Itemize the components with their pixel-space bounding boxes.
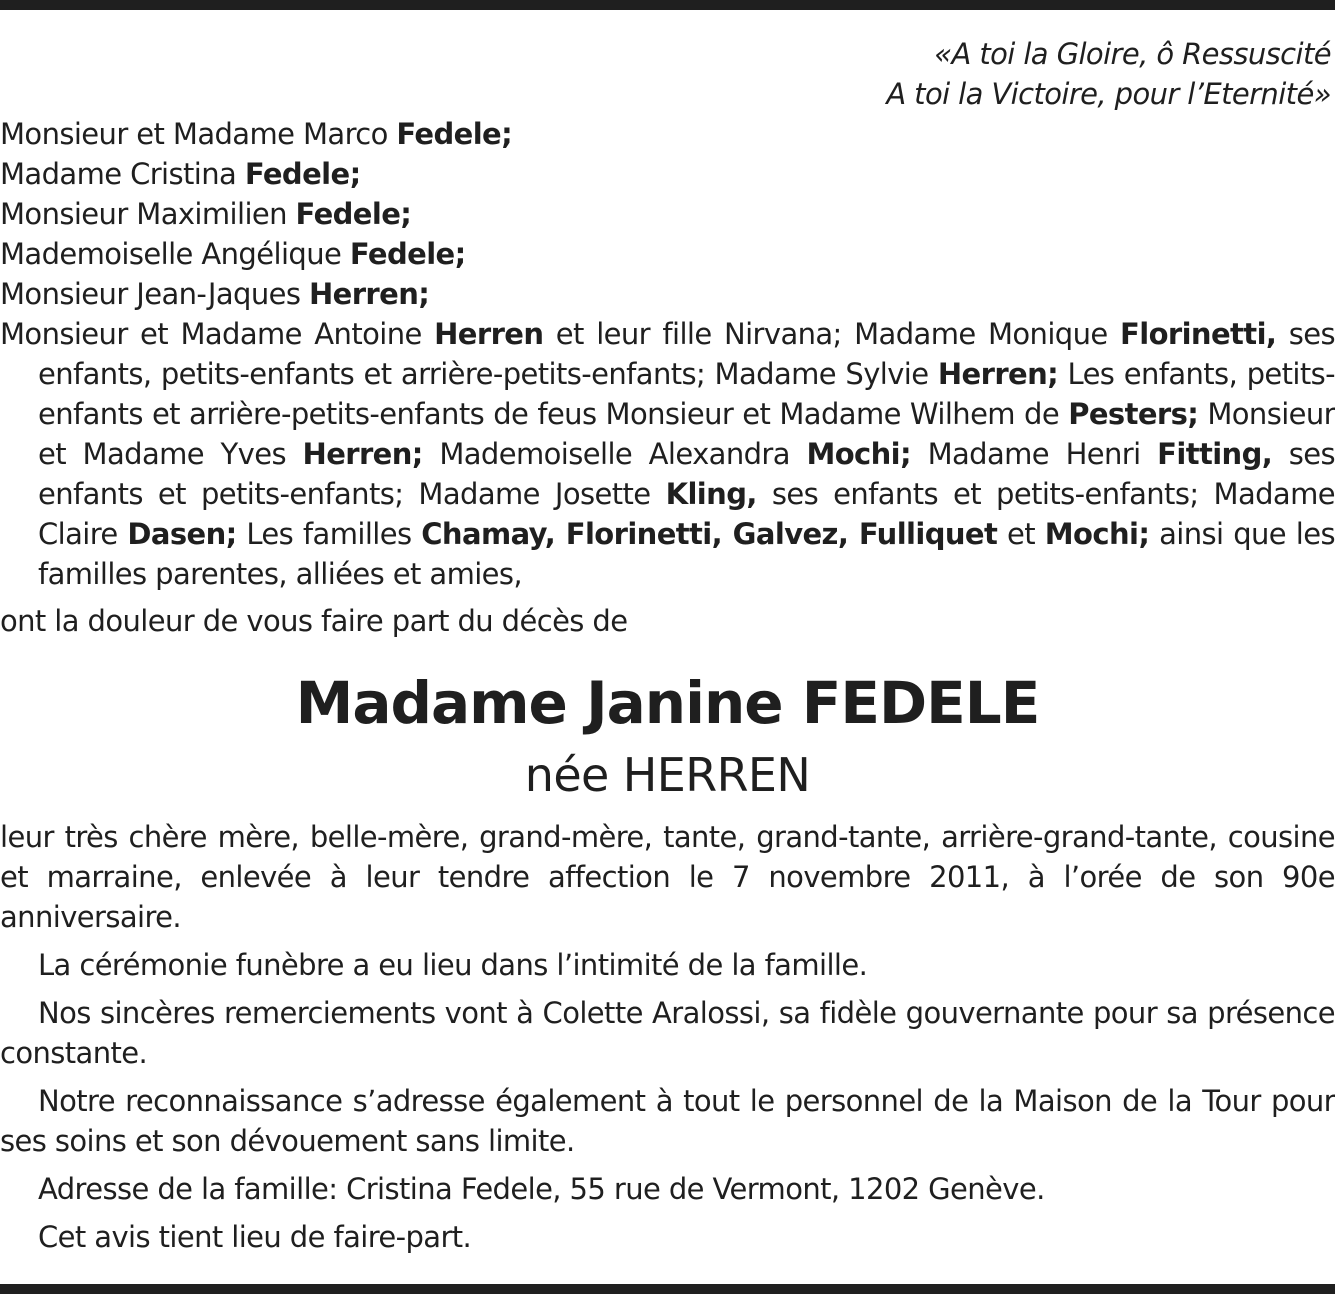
family-text: Madame Henri (911, 437, 1158, 471)
top-border-rule (0, 0, 1335, 10)
family-text: ses enfants, petits-enfants et arrière-petits-enfants; Madame Sylvie (38, 317, 1335, 391)
family-surname: Kling, (665, 477, 757, 511)
obituary-notice (0, 34, 1335, 1257)
family-surname: Herren; (302, 437, 423, 471)
family-text: Monsieur et Madame Antoine (0, 317, 435, 351)
family-line-1 (0, 114, 1335, 154)
family-surname: Chamay, Florinetti, Galvez, Fulliquet (421, 517, 998, 551)
epigraph-line-1: «A toi la Gloire, ô Ressuscité (934, 37, 1331, 71)
family-line-text: Madame Cristina (0, 157, 245, 191)
family-text: ses enfants et petits-enfants; Madame Claire (38, 477, 1335, 551)
family-line-4 (0, 234, 1335, 274)
family-surname: Herren (434, 317, 544, 351)
family-surname: Herren; (308, 277, 430, 311)
relation-paragraph: leur très chère mère, belle-mère, grand-mère, tante, grand-tante, arrière-grand-tante, cousine et marraine, enlevée à leur tendre affection le 7 novembre 2011, à l’orée de son 90e anniversaire. (0, 820, 1335, 934)
maiden-name: née HERREN (524, 748, 811, 802)
family-line-text: Monsieur et Madame Marco (0, 117, 397, 151)
family-surname: Florinetti, (1120, 317, 1277, 351)
thanks-paragraph-2: Notre reconnaissance s’adresse également à tout le personnel de la Maison de la Tour pour ses soins et son dévouement sans limite. (0, 1084, 1335, 1158)
thanks-paragraph-1: Nos sincères remerciements vont à Colette Aralossi, sa fidèle gouvernante pour sa présence constante. (0, 996, 1335, 1070)
family-list (0, 114, 1335, 594)
family-line-3 (0, 194, 1335, 234)
family-surname: Fitting, (1157, 437, 1273, 471)
family-surname: Herren; (937, 357, 1059, 391)
family-address: Adresse de la famille: Cristina Fedele, 55 rue de Vermont, 1202 Genève. (38, 1172, 1045, 1206)
epigraph-line-2: A toi la Victoire, pour l’Eternité» (886, 77, 1331, 111)
family-line-text: Monsieur Maximilien (0, 197, 296, 231)
family-surname: Mochi; (1044, 517, 1150, 551)
closing-note: Cet avis tient lieu de faire-part. (38, 1220, 472, 1254)
family-surname: Pesters; (1068, 397, 1199, 431)
bottom-border-rule (0, 1284, 1335, 1294)
family-surname: Fedele; (295, 197, 412, 231)
family-surname: Fedele; (244, 157, 361, 191)
deceased-name: Madame Janine FEDELE (295, 669, 1040, 737)
family-line-5 (0, 274, 1335, 314)
family-line-text: Monsieur Jean-Jaques (0, 277, 309, 311)
family-surname: Dasen; (127, 517, 237, 551)
family-surname: Fedele; (349, 237, 466, 271)
announcement-line: ont la douleur de vous faire part du décès de (0, 604, 628, 638)
family-text: et leur fille Nirvana; Madame Monique (543, 317, 1121, 351)
family-surname: Mochi; (806, 437, 912, 471)
family-text: Monsieur et Madame Yves (38, 397, 1335, 471)
ceremony-paragraph: La cérémonie funèbre a eu lieu dans l’intimité de la famille. (38, 948, 868, 982)
family-text: Mademoiselle Alexandra (422, 437, 807, 471)
epigraph (0, 34, 1331, 114)
family-text: Les familles (236, 517, 422, 551)
family-line-2 (0, 154, 1335, 194)
family-line-text: Mademoiselle Angélique (0, 237, 350, 271)
family-text: ainsi que les familles parentes, alliées et amies, (38, 517, 1335, 591)
family-text: Les enfants, petits-enfants et arrière-petits-enfants de feus Monsieur et Madame Wilhem de (38, 357, 1335, 431)
family-text: ses enfants et petits-enfants; Madame Josette (38, 437, 1335, 511)
family-text: et (997, 517, 1045, 551)
family-surname: Fedele; (396, 117, 513, 151)
extended-family-paragraph (0, 314, 1335, 594)
